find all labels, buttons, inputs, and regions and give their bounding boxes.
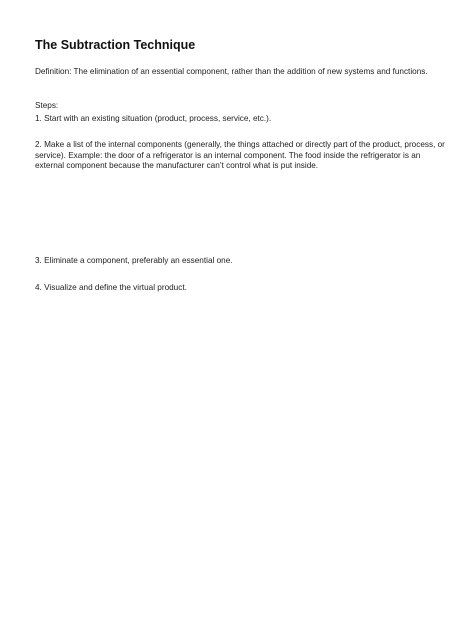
step-item-4: 4. Visualize and define the virtual product.	[35, 283, 187, 292]
steps-heading: Steps:	[35, 101, 59, 110]
step-item-2: 2. Make a list of the internal components (generally, the things attached or directly part of the product, process, or service). Example: the door of a refrigerator is an internal component. The food inside the refrigerator is an external component because the manufacturer can’t control what is put inside.	[35, 140, 445, 171]
step-item-3: 3. Eliminate a component, preferably an essential one.	[35, 256, 233, 265]
definition-paragraph: Definition: The elimination of an essential component, rather than the addition of new systems and functions.	[35, 67, 428, 76]
page-title: The Subtraction Technique	[35, 38, 196, 52]
step-item-1: 1. Start with an existing situation (product, process, service, etc.).	[35, 114, 272, 123]
